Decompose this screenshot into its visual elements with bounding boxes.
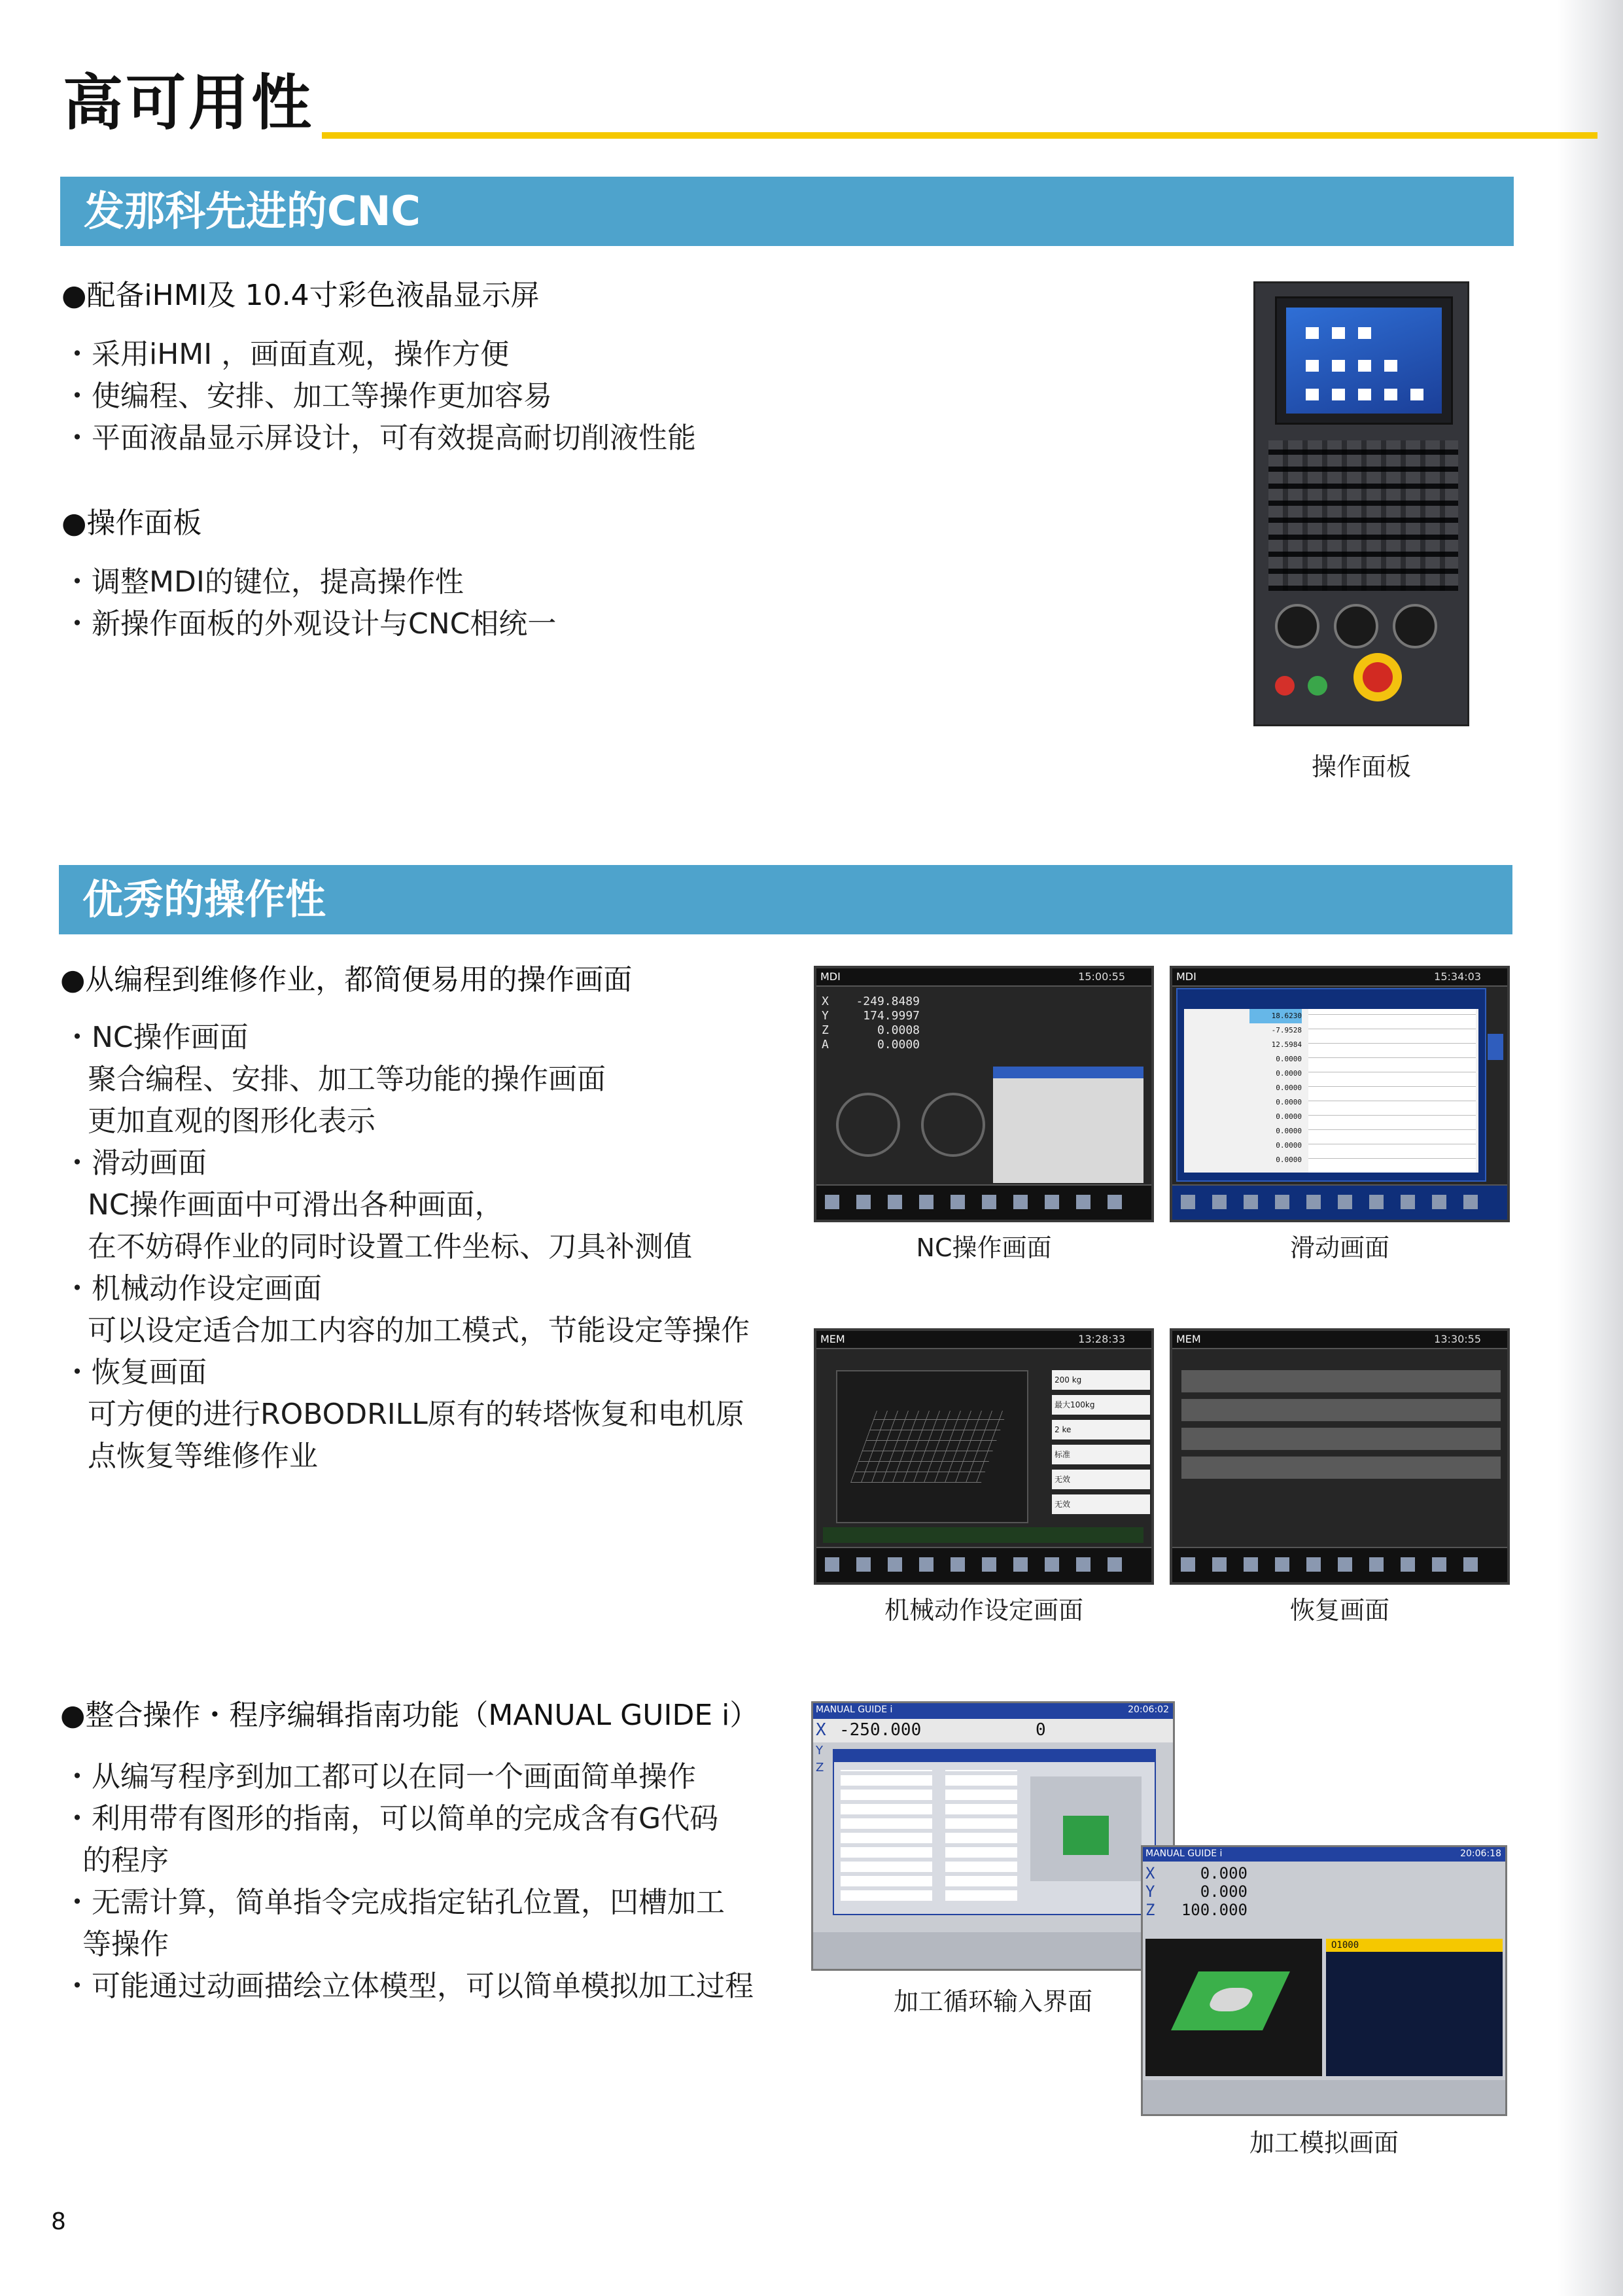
- feed-override-dial: [1275, 604, 1319, 648]
- setting-options: [1052, 1370, 1150, 1519]
- screen-mode: MDI: [1176, 970, 1196, 983]
- axis-value: 174.9997: [863, 1009, 920, 1023]
- cycle-figure: [1030, 1776, 1142, 1881]
- offset-cell: 0.0000: [1276, 1112, 1302, 1121]
- operability-line: 更加直观的图形化表示: [88, 1104, 375, 1138]
- simulation-screen: [1141, 1845, 1507, 2116]
- soft-key-bar: [1143, 2080, 1505, 2114]
- spindle-value: 0: [1036, 1720, 1046, 1740]
- caption-sim-screen: 加工模拟画面: [1249, 2128, 1399, 2157]
- screen-time: 20:06:18: [1460, 1848, 1501, 1859]
- screen-mode: MEM: [820, 1333, 845, 1345]
- offset-cell: 0.0000: [1276, 1098, 1302, 1106]
- hmi-icon: [1384, 360, 1397, 372]
- hmi-icon: [1332, 389, 1345, 400]
- panel-lcd: [1275, 296, 1453, 425]
- screen-title-bar: [1143, 1847, 1505, 1862]
- operation-panel-photo: [1253, 281, 1469, 726]
- recovery-screen: [1170, 1328, 1510, 1585]
- simulation-view: [1145, 1939, 1322, 2076]
- cnc-bullet: ・使编程、安排、加工等操作更加容易: [63, 380, 552, 413]
- axis-value: 0.000: [1200, 1864, 1248, 1882]
- position-readout: [1145, 1864, 1248, 1919]
- manual-guide-line: ・可能通过动画描绘立体模型，可以简单模拟加工过程: [63, 1969, 754, 2003]
- operability-line: ・NC操作画面: [63, 1021, 249, 1054]
- section-band-operability: 优秀的操作性: [59, 865, 1512, 934]
- screen-time: 13:28:33: [1078, 1333, 1125, 1345]
- cnc-heading-panel: ●操作面板: [61, 506, 202, 540]
- hmi-icon: [1358, 327, 1371, 339]
- cnc-bullet: ・调整MDI的键位，提高操作性: [63, 565, 464, 599]
- screen-status-bar: [816, 968, 1151, 987]
- axis-value: 0.000: [1200, 1882, 1248, 1901]
- axis-label: Z: [1145, 1901, 1155, 1919]
- hmi-icon: [1332, 327, 1345, 339]
- screen-mode: MEM: [1176, 1333, 1201, 1345]
- hmi-icon: [1358, 389, 1371, 400]
- program-window: [993, 1067, 1143, 1183]
- axis-label: Z: [816, 1761, 824, 1775]
- hmi-icon: [1306, 327, 1319, 339]
- cnc-bullet: ・平面液晶显示屏设计，可有效提高耐切削液性能: [63, 421, 696, 455]
- axis-column: [816, 1742, 824, 1776]
- page-number: 8: [51, 2208, 66, 2235]
- setting-select[interactable]: 2 ke: [1052, 1420, 1150, 1439]
- green-button: [1308, 676, 1327, 696]
- axis-label: Z: [822, 1023, 829, 1037]
- screen-status-bar: [1172, 1331, 1507, 1349]
- mdi-keypad: [1268, 440, 1458, 591]
- page-edge-shadow: [1557, 0, 1623, 2296]
- screen-time: 20:06:02: [1128, 1704, 1169, 1715]
- machining-mode-view: [836, 1370, 1028, 1523]
- offset-cell: -7.9528: [1271, 1026, 1302, 1034]
- pocket-model: [1063, 1816, 1109, 1855]
- section-band-cnc: 发那科先进的CNC: [60, 177, 1514, 246]
- recovery-item[interactable]: [1181, 1370, 1501, 1392]
- dialog-title-bar: [834, 1750, 1155, 1762]
- operability-heading: ●从编程到维修作业，都简便易用的操作画面: [60, 963, 633, 997]
- screen-title-bar: [813, 1703, 1173, 1719]
- page-title: 高可用性: [63, 68, 315, 138]
- operability-line: 点恢复等维修作业: [88, 1439, 318, 1473]
- offset-cell: 12.5984: [1271, 1040, 1302, 1049]
- axis-label: X: [822, 995, 829, 1008]
- jog-dial: [1393, 604, 1437, 648]
- hmi-icon: [1332, 360, 1345, 372]
- recovery-item[interactable]: [1181, 1428, 1501, 1450]
- axis-label: Y: [822, 1009, 829, 1023]
- soft-key-bar: [816, 1184, 1151, 1220]
- setting-select[interactable]: 无效: [1052, 1494, 1150, 1514]
- axis-label: Y: [816, 1744, 823, 1757]
- cnc-bullet: ・新操作面板的外观设计与CNC相统一: [63, 607, 557, 641]
- title-underline: [322, 132, 1597, 139]
- cycle-input-screen: [811, 1701, 1175, 1971]
- offset-values: [1249, 1009, 1302, 1167]
- spindle-gauge: [921, 1093, 985, 1157]
- axis-value: -250.000: [839, 1720, 922, 1740]
- position-bar: [813, 1719, 1173, 1742]
- manual-guide-line: ・无需计算，简单指令完成指定钻孔位置，凹槽加工: [63, 1886, 725, 1919]
- hmi-icon: [1306, 389, 1319, 400]
- operability-line: ・恢复画面: [63, 1356, 207, 1389]
- worktable-grid: [850, 1411, 1007, 1483]
- soft-key-bar: [1172, 1547, 1507, 1582]
- caption-nc-screen: NC操作画面: [916, 1233, 1052, 1262]
- caption-cycle-screen: 加工循环输入界面: [893, 1987, 1092, 2016]
- offset-cell: 0.0000: [1276, 1084, 1302, 1092]
- hmi-icon: [1306, 360, 1319, 372]
- operability-line: ・机械动作设定画面: [63, 1272, 322, 1305]
- operability-line: 在不妨碍作业的同时设置工件坐标、刀具补测值: [88, 1230, 692, 1263]
- offset-table-panel: [1176, 988, 1486, 1182]
- pocket-cut: [1206, 1988, 1257, 2011]
- recovery-item[interactable]: [1181, 1399, 1501, 1421]
- soft-key-bar: [1172, 1184, 1507, 1220]
- axis-label: X: [816, 1720, 826, 1740]
- hmi-icon: [1358, 360, 1371, 372]
- axis-value: -249.8489: [856, 995, 920, 1008]
- setting-select[interactable]: 标准: [1052, 1445, 1150, 1464]
- setting-select[interactable]: 最大100kg: [1052, 1395, 1150, 1415]
- screen-time: 15:00:55: [1078, 970, 1125, 983]
- parameter-inputs[interactable]: [945, 1770, 1017, 1901]
- operability-line: NC操作画面中可滑出各种画面，: [88, 1188, 504, 1222]
- position-readout: [822, 995, 920, 1052]
- nc-operation-screen: [814, 966, 1154, 1222]
- hmi-icon: [1384, 389, 1397, 400]
- screen-status-bar: [1172, 968, 1507, 987]
- status-message-bar: [823, 1527, 1143, 1543]
- caption-machine-screen: 机械动作设定画面: [884, 1596, 1083, 1625]
- manual-guide-line: ・从编写程序到加工都可以在同一个画面简单操作: [63, 1760, 696, 1793]
- manual-guide-line: ・利用带有图形的指南，可以简单的完成含有G代码: [63, 1802, 719, 1835]
- machine-setting-screen: [814, 1328, 1154, 1585]
- setting-select[interactable]: 200 kg: [1052, 1370, 1150, 1390]
- program-listing: [1326, 1939, 1503, 2076]
- offset-cell: 0.0000: [1276, 1055, 1302, 1063]
- axis-label: Y: [1145, 1882, 1155, 1901]
- screen-mode: MDI: [820, 970, 841, 983]
- axis-value: 0.0008: [877, 1023, 920, 1037]
- spindle-override-dial: [1334, 604, 1378, 648]
- offset-grid: [1308, 1009, 1476, 1173]
- offset-cell: 0.0000: [1276, 1127, 1302, 1135]
- operability-line: 聚合编程、安排、加工等功能的操作画面: [88, 1063, 606, 1096]
- hmi-icon: [1410, 389, 1423, 400]
- offset-cell: 18.6230: [1249, 1009, 1302, 1023]
- operability-line: ・滑动画面: [63, 1146, 207, 1180]
- setting-select[interactable]: 无效: [1052, 1470, 1150, 1489]
- workpiece-model: [1171, 1971, 1290, 2030]
- axis-label: A: [822, 1038, 829, 1051]
- screen-status-bar: [816, 1331, 1151, 1349]
- screen-title: MANUAL GUIDE i: [1145, 1848, 1223, 1859]
- slide-handle[interactable]: [1488, 1034, 1503, 1060]
- manual-guide-heading: ●整合操作・程序编辑指南功能（MANUAL GUIDE i）: [60, 1699, 759, 1732]
- manual-guide-line: 等操作: [82, 1928, 169, 1961]
- offset-cell: 0.0000: [1276, 1156, 1302, 1164]
- manual-guide-line: 的程序: [82, 1844, 169, 1877]
- offset-cell: 0.0000: [1276, 1069, 1302, 1078]
- cnc-bullet: ・采用iHMI ，画面直观，操作方便: [63, 338, 510, 371]
- offset-cell: 0.0000: [1276, 1141, 1302, 1150]
- screen-time: 13:30:55: [1434, 1333, 1481, 1345]
- recovery-item[interactable]: [1181, 1457, 1501, 1479]
- cnc-heading-hmi: ●配备iHMI及 10.4寸彩色液晶显示屏: [61, 279, 540, 312]
- emergency-stop-button: [1363, 662, 1393, 692]
- axis-value: 0.0000: [877, 1038, 920, 1051]
- slide-screen: [1170, 966, 1510, 1222]
- program-number: O1000: [1326, 1939, 1503, 1952]
- offset-table: [1184, 1009, 1478, 1173]
- caption-slide-screen: 滑动画面: [1289, 1233, 1389, 1262]
- panel-lcd-screen: [1286, 308, 1442, 414]
- parameter-labels: [841, 1770, 932, 1901]
- screen-title: MANUAL GUIDE i: [816, 1704, 893, 1715]
- soft-key-bar: [816, 1547, 1151, 1582]
- operability-line: 可方便的进行ROBODRILL原有的转塔恢复和电机原: [88, 1398, 744, 1431]
- cycle-dialog: [833, 1749, 1156, 1915]
- feed-gauge: [836, 1093, 900, 1157]
- emergency-stop-base: [1353, 653, 1402, 701]
- soft-key-bar: [813, 1932, 1173, 1969]
- screen-time: 15:34:03: [1434, 970, 1481, 983]
- caption-recovery-screen: 恢复画面: [1289, 1596, 1389, 1625]
- red-button: [1275, 676, 1295, 696]
- axis-label: X: [1145, 1864, 1155, 1882]
- operability-line: 可以设定适合加工内容的加工模式，节能设定等操作: [88, 1314, 750, 1347]
- caption-operation-panel: 操作面板: [1311, 752, 1411, 781]
- axis-value: 100.000: [1181, 1901, 1248, 1919]
